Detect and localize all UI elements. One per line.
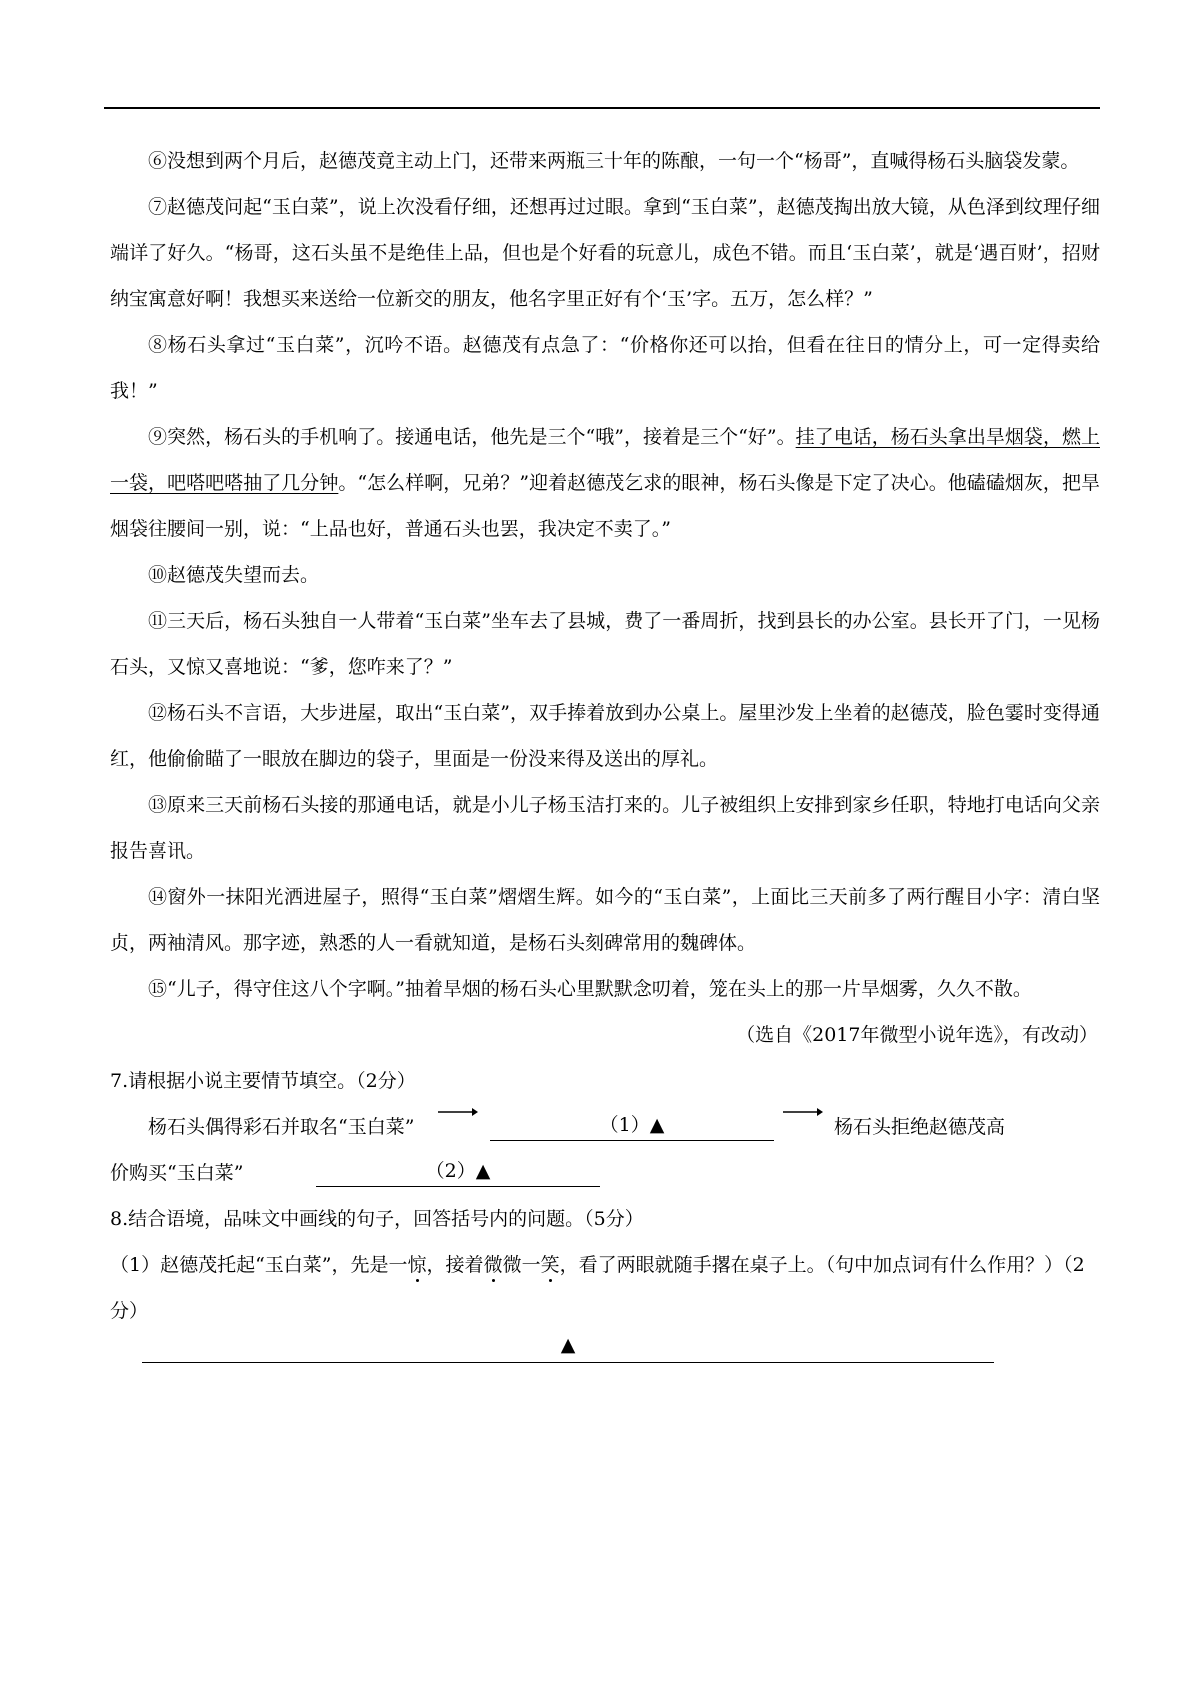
- plot-flow-row-2: [110, 1150, 1100, 1196]
- paragraph-10: ⑩赵德茂失望而去。: [148, 564, 320, 586]
- paragraph-8: ⑧杨石头拿过“玉白菜”，沉吟不语。赵德茂有点急了：“价格你还可以抬，但看在往日的情分上，可一定得卖给我！”: [110, 334, 1100, 402]
- header-rule: [104, 107, 1100, 109]
- blank-2-label: （2）▲: [425, 1160, 491, 1182]
- paragraph-9-after: 。“怎么样啊，兄弟？”迎着赵德茂乞求的眼神，杨石头像是下定了决心。他磕磕烟灰，把旱烟袋往腰间一别，说：“上品也好，普通石头也罢，我决定不卖了。”: [110, 472, 1100, 540]
- plot-step-3-line-1: 杨石头拒绝赵德茂高: [834, 1116, 1006, 1138]
- sub1-text-a: （1）赵德茂托起“玉白菜”，先是一: [110, 1254, 408, 1276]
- question-8-title: 8.结合语境，品味文中画线的句子，回答括号内的问题。（5分）: [110, 1208, 644, 1230]
- sub1-text-c: 微一: [502, 1254, 541, 1276]
- answer-mark: ▲: [560, 1334, 576, 1356]
- source-citation: （选自《2017年微型小说年选》，有改动）: [736, 1024, 1098, 1046]
- document-body: [110, 138, 1100, 1380]
- underlined-sentence: 挂了电话，杨石头拿出旱烟袋，燃上一袋，吧嗒吧嗒抽了几分钟: [110, 426, 1100, 494]
- paragraph-9-before: ⑨突然，杨石头的手机响了。接通电话，他先是三个“哦”，接着是三个“好”。: [148, 426, 796, 448]
- blank-1-label: （1）▲: [599, 1114, 665, 1136]
- answer-blank-1[interactable]: [490, 1110, 774, 1141]
- paragraph-7: ⑦赵德茂问起“玉白菜”，说上次没看仔细，还想再过过眼。拿到“玉白菜”，赵德茂掏出放大镜，从色泽到纹理仔细端详了好久。“杨哥，这石头虽不是绝佳上品，但也是个好看的玩意儿，成色不错。而且‘玉白菜’，就是‘遇百财’，招财纳宝寓意好啊！我想买来送给一位新交的朋友，他名字里正好有个‘玉’字。五万，怎么样？”: [110, 196, 1100, 310]
- question-7-title: 7.请根据小说主要情节填空。（2分）: [110, 1070, 416, 1092]
- emphasis-dot-word: 笑: [540, 1254, 560, 1276]
- paragraph-15: ⑮“儿子，得守住这八个字啊。”抽着旱烟的杨石头心里默默念叨着，笼在头上的那一片旱烟雾，久久不散。: [148, 978, 1032, 1000]
- emphasis-dot-word: 惊: [407, 1254, 427, 1276]
- answer-blank-2[interactable]: [316, 1156, 600, 1187]
- sub1-text-b: ，接着: [426, 1254, 484, 1276]
- plot-step-3-line-2: 价购买“玉白菜”: [110, 1162, 244, 1184]
- paragraph-9: [110, 414, 1100, 552]
- paragraph-12: ⑫杨石头不言语，大步进屋，取出“玉白菜”，双手捧着放到办公桌上。屋里沙发上坐着的赵德茂，脸色霎时变得通红，他偷偷瞄了一眼放在脚边的袋子，里面是一份没来得及送出的厚礼。: [110, 702, 1100, 770]
- paragraph-11: ⑪三天后，杨石头独自一人带着“玉白菜”坐车去了县城，费了一番周折，找到县长的办公室。县长开了门，一见杨石头，又惊又喜地说：“爹，您咋来了？”: [110, 610, 1100, 678]
- arrow-icon: [438, 1106, 478, 1118]
- plot-step-1: 杨石头偶得彩石并取名“玉白菜”: [148, 1116, 415, 1138]
- answer-area: [110, 1334, 1100, 1380]
- paragraph-14: ⑭窗外一抹阳光洒进屋子，照得“玉白菜”熠熠生辉。如今的“玉白菜”，上面比三天前多了两行醒目小字：清白坚贞，两袖清风。那字迹，熟悉的人一看就知道，是杨石头刻碑常用的魏碑体。: [110, 886, 1100, 954]
- answer-line-1[interactable]: [142, 1328, 994, 1363]
- sub1-text-d: ，看了两眼就随手撂在桌子上。（句中加点词有什么作用？）（2分）: [110, 1254, 1085, 1322]
- paragraph-6: ⑥没想到两个月后，赵德茂竟主动上门，还带来两瓶三十年的陈酿，一句一个“杨哥”，直喊得杨石头脑袋发蒙。: [148, 150, 1080, 172]
- emphasis-dot-word: 微: [483, 1254, 503, 1276]
- question-8-sub-1: [110, 1242, 1100, 1334]
- paragraph-13: ⑬原来三天前杨石头接的那通电话，就是小儿子杨玉洁打来的。儿子被组织上安排到家乡任职，特地打电话向父亲报告喜讯。: [110, 794, 1100, 862]
- plot-flow-row-1: [110, 1104, 1100, 1150]
- arrow-icon: [783, 1106, 823, 1118]
